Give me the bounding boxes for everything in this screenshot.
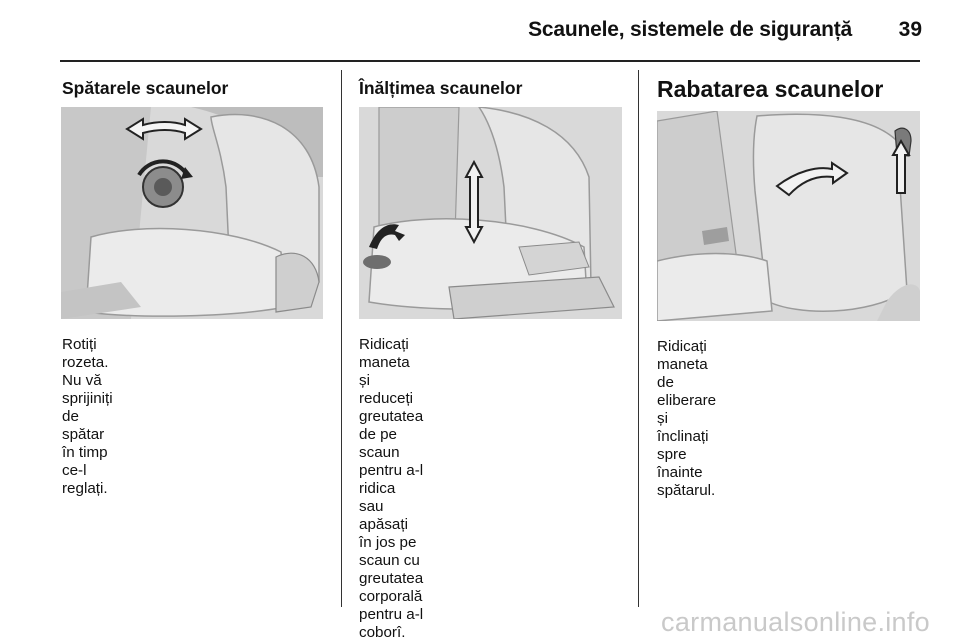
seat-height-caption xyxy=(359,336,423,642)
caption-line: de pe scaun pentru a-l ridica sau xyxy=(359,426,424,515)
section-heading: Înălțimea scaunelor xyxy=(359,78,523,98)
caption-line: înclinați spre înainte spătarul. xyxy=(657,428,716,499)
seat-fold-illustration xyxy=(657,111,920,321)
section-heading: Spătarele scaunelor xyxy=(62,78,229,98)
watermark: carmanualsonline.info xyxy=(661,607,930,637)
page-header xyxy=(0,0,960,60)
caption-line: Ridicați maneta și reduceți greutatea xyxy=(359,336,424,425)
section-heading: Rabatarea scaunelor xyxy=(657,76,884,102)
page-number: 39 xyxy=(898,18,922,41)
seatback-recline-illustration xyxy=(61,107,323,319)
caption-line: în timp ce-l reglați. xyxy=(62,444,108,497)
column-divider xyxy=(638,70,639,607)
seat-height-illustration xyxy=(359,107,622,319)
column-divider xyxy=(341,70,342,607)
chapter-title: Scaunele, sistemele de siguranță xyxy=(528,18,852,41)
caption-line: Ridicați maneta de eliberare și xyxy=(657,338,717,427)
seat-fold-caption xyxy=(657,338,716,500)
caption-line: corporală pentru a-l coborî. xyxy=(359,588,424,641)
header-rule xyxy=(60,60,920,62)
caption-line: apăsați în jos pe scaun cu greutatea xyxy=(359,516,424,587)
caption-line: Rotiți rozeta. Nu vă sprijiniți de spătar xyxy=(62,336,113,443)
seatback-caption xyxy=(62,336,113,498)
